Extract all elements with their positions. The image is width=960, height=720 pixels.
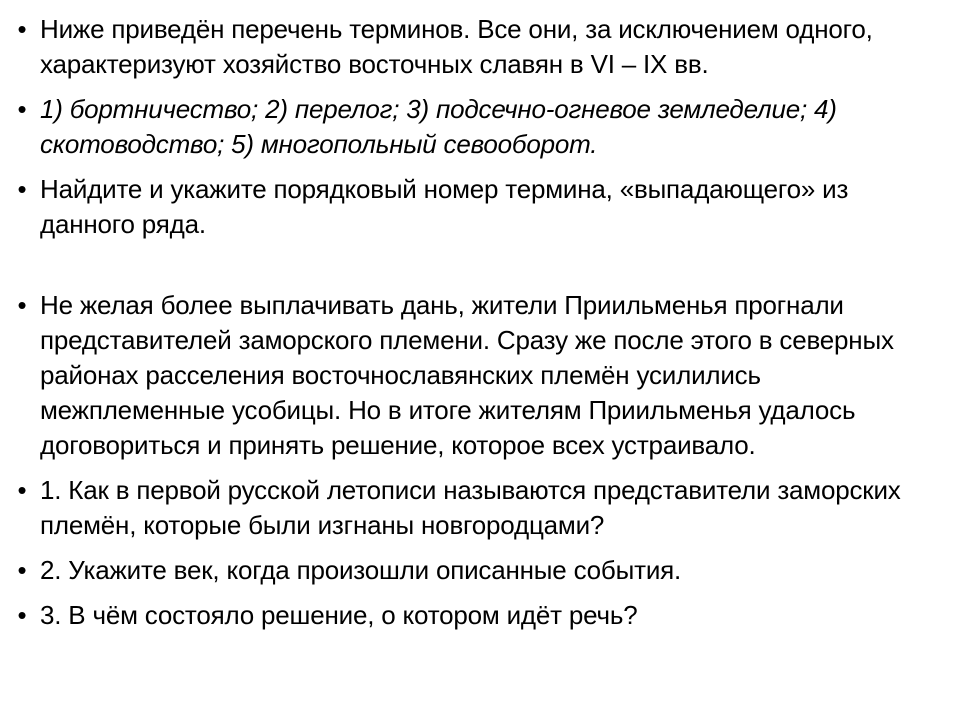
- bullet-icon: •: [17, 174, 27, 204]
- bullet-text: 1) бортничество; 2) перелог; 3) подсечно-огневое земледелие; 4) скотоводство; 5) многопольный севооборот.: [40, 94, 837, 159]
- bullet-item-7: [12, 598, 940, 633]
- bullet-icon: •: [17, 14, 27, 44]
- bullet-text: 3. В чём состояло решение, о котором идёт речь?: [40, 600, 638, 630]
- bullet-icon: •: [17, 94, 27, 124]
- bullet-icon: •: [17, 290, 27, 320]
- bullet-text: Не желая более выплачивать дань, жители Приильменья прогнали представителей заморского племени. Сразу же после этого в северных районах расселения восточнославянских племён усилились межплеменные усобицы. Но в итоге жителям Приильменья удалось договориться и принять решение, которое всех устраивало.: [40, 290, 894, 460]
- bullet-item-4: [12, 288, 940, 463]
- bullet-item-6: [12, 553, 940, 588]
- bullet-text: Ниже приведён перечень терминов. Все они, за исключением одного, характеризуют хозяйство восточных славян в VI – IX вв.: [40, 14, 873, 79]
- bullet-item-1: [12, 12, 940, 82]
- bullet-icon: •: [17, 600, 27, 630]
- bullet-list: [12, 12, 940, 633]
- bullet-text: 2. Укажите век, когда произошли описанные события.: [40, 555, 682, 585]
- bullet-icon: •: [17, 555, 27, 585]
- bullet-icon: •: [17, 475, 27, 505]
- bullet-text: Найдите и укажите порядковый номер термина, «выпадающего» из данного ряда.: [40, 174, 849, 239]
- bullet-item-5: [12, 473, 940, 543]
- bullet-item-3: [12, 172, 940, 242]
- bullet-text: 1. Как в первой русской летописи называются представители заморских племён, которые были изгнаны новгородцами?: [40, 475, 901, 540]
- bullet-item-2: [12, 92, 940, 162]
